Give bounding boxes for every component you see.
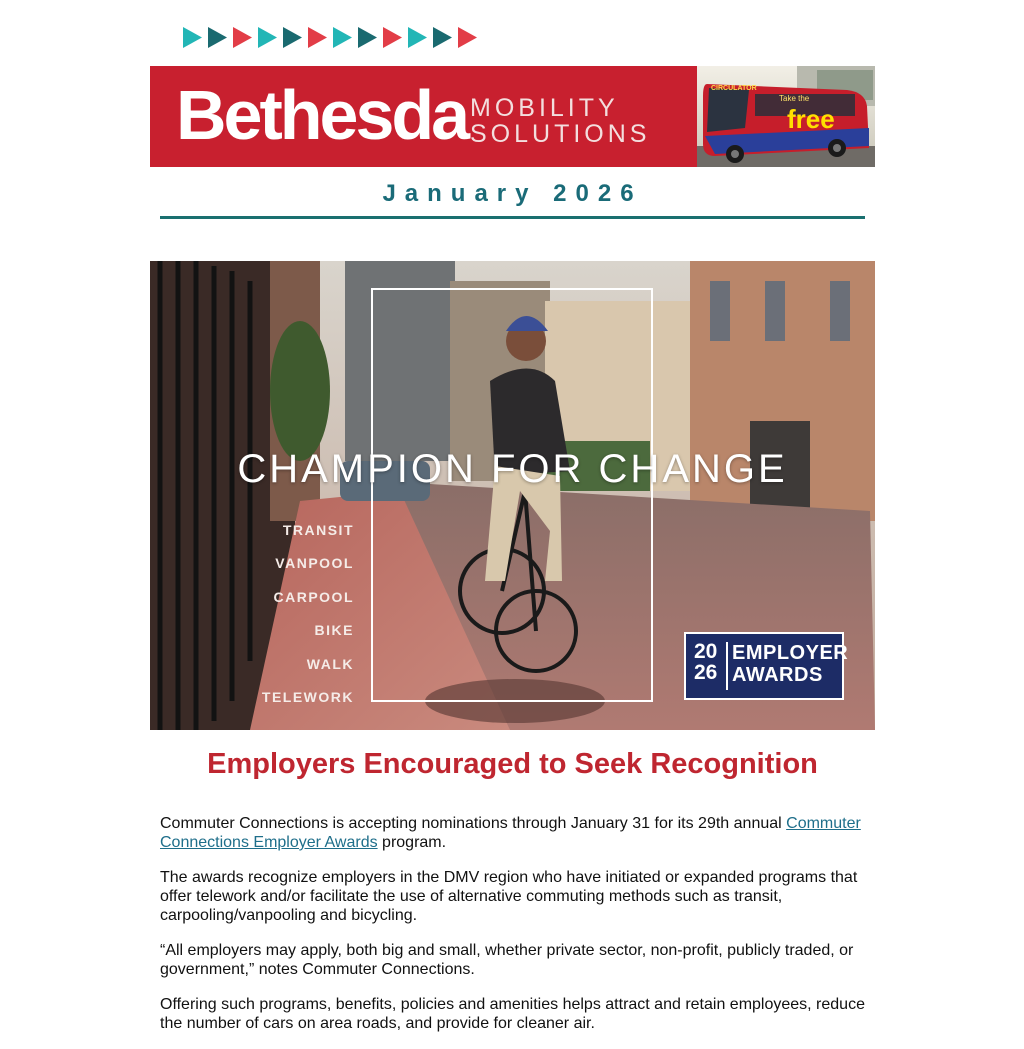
hero-image[interactable] [150,261,875,730]
article-body [160,814,865,1049]
award-year-top: 20 [694,640,718,663]
mode-item: BIKE [314,622,354,639]
article-paragraph: The awards recognize employers in the DMV region who have initiated or expanded programs that offer telework and/or facilitate the use of alternative commuting methods such as transit, carpooling/vanpooling and bicycling. [160,869,858,924]
triangle-arrow-icon [206,25,231,50]
mode-item: VANPOOL [275,555,354,572]
award-year-bottom: 26 [694,661,718,684]
triangle-arrow-icon [256,25,281,50]
commute-mode-list [260,519,354,719]
employer-awards-badge [684,632,849,700]
paragraph-text: program. [377,834,447,851]
article-title: Employers Encouraged to Seek Recognition [207,748,818,780]
tagline-line-1: MOBILITY [470,94,619,122]
brand-logo-text: Bethesda [176,76,468,154]
article-paragraph: “All employers may apply, both big and small, whether private sector, non-profit, publicly traded, or government,” notes Commuter Connections. [160,942,854,978]
award-text [732,642,848,686]
mode-item: WALK [306,655,354,672]
circulator-bus-photo [697,66,875,167]
article-paragraph [160,814,865,852]
masthead-banner[interactable] [150,66,875,167]
triangle-arrow-icon [181,25,206,50]
mode-item: TELEWORK [261,688,354,705]
tagline-line-2: SOLUTIONS [470,120,651,148]
triangle-arrow-icon [231,25,256,50]
badge-divider [726,642,728,690]
header-divider [160,216,865,219]
mode-item: TRANSIT [282,522,354,538]
award-line-2: AWARDS [732,664,823,686]
decorative-arrow-row [181,25,481,50]
triangle-arrow-icon [406,25,431,50]
award-year [694,641,717,683]
award-line-1: EMPLOYER [732,642,849,664]
paragraph-text: Commuter Connections is accepting nominations through January 31 for its 29th annual [160,815,787,832]
article-paragraph: Offering such programs, benefits, policies and amenities helps attract and retain employees, reduce the number of cars on area roads, and provide for cleaner air. [160,996,865,1032]
bus-headsign: CIRCULATOR [711,85,757,92]
triangle-arrow-icon [331,25,356,50]
triangle-arrow-icon [456,25,481,50]
triangle-arrow-icon [356,25,381,50]
triangle-arrow-icon [281,25,306,50]
bus-free-text: free [787,104,835,134]
brand-tagline [470,95,650,147]
triangle-arrow-icon [306,25,331,50]
bus-slogan: Take the [779,94,810,103]
hero-headline: CHAMPION FOR CHANGE [237,447,788,491]
triangle-arrow-icon [381,25,406,50]
issue-date: January 2026 [382,180,643,207]
mode-item: CARPOOL [273,588,354,605]
triangle-arrow-icon [431,25,456,50]
employer-awards-link[interactable]: Commuter Connections Employer Awards [160,815,861,851]
